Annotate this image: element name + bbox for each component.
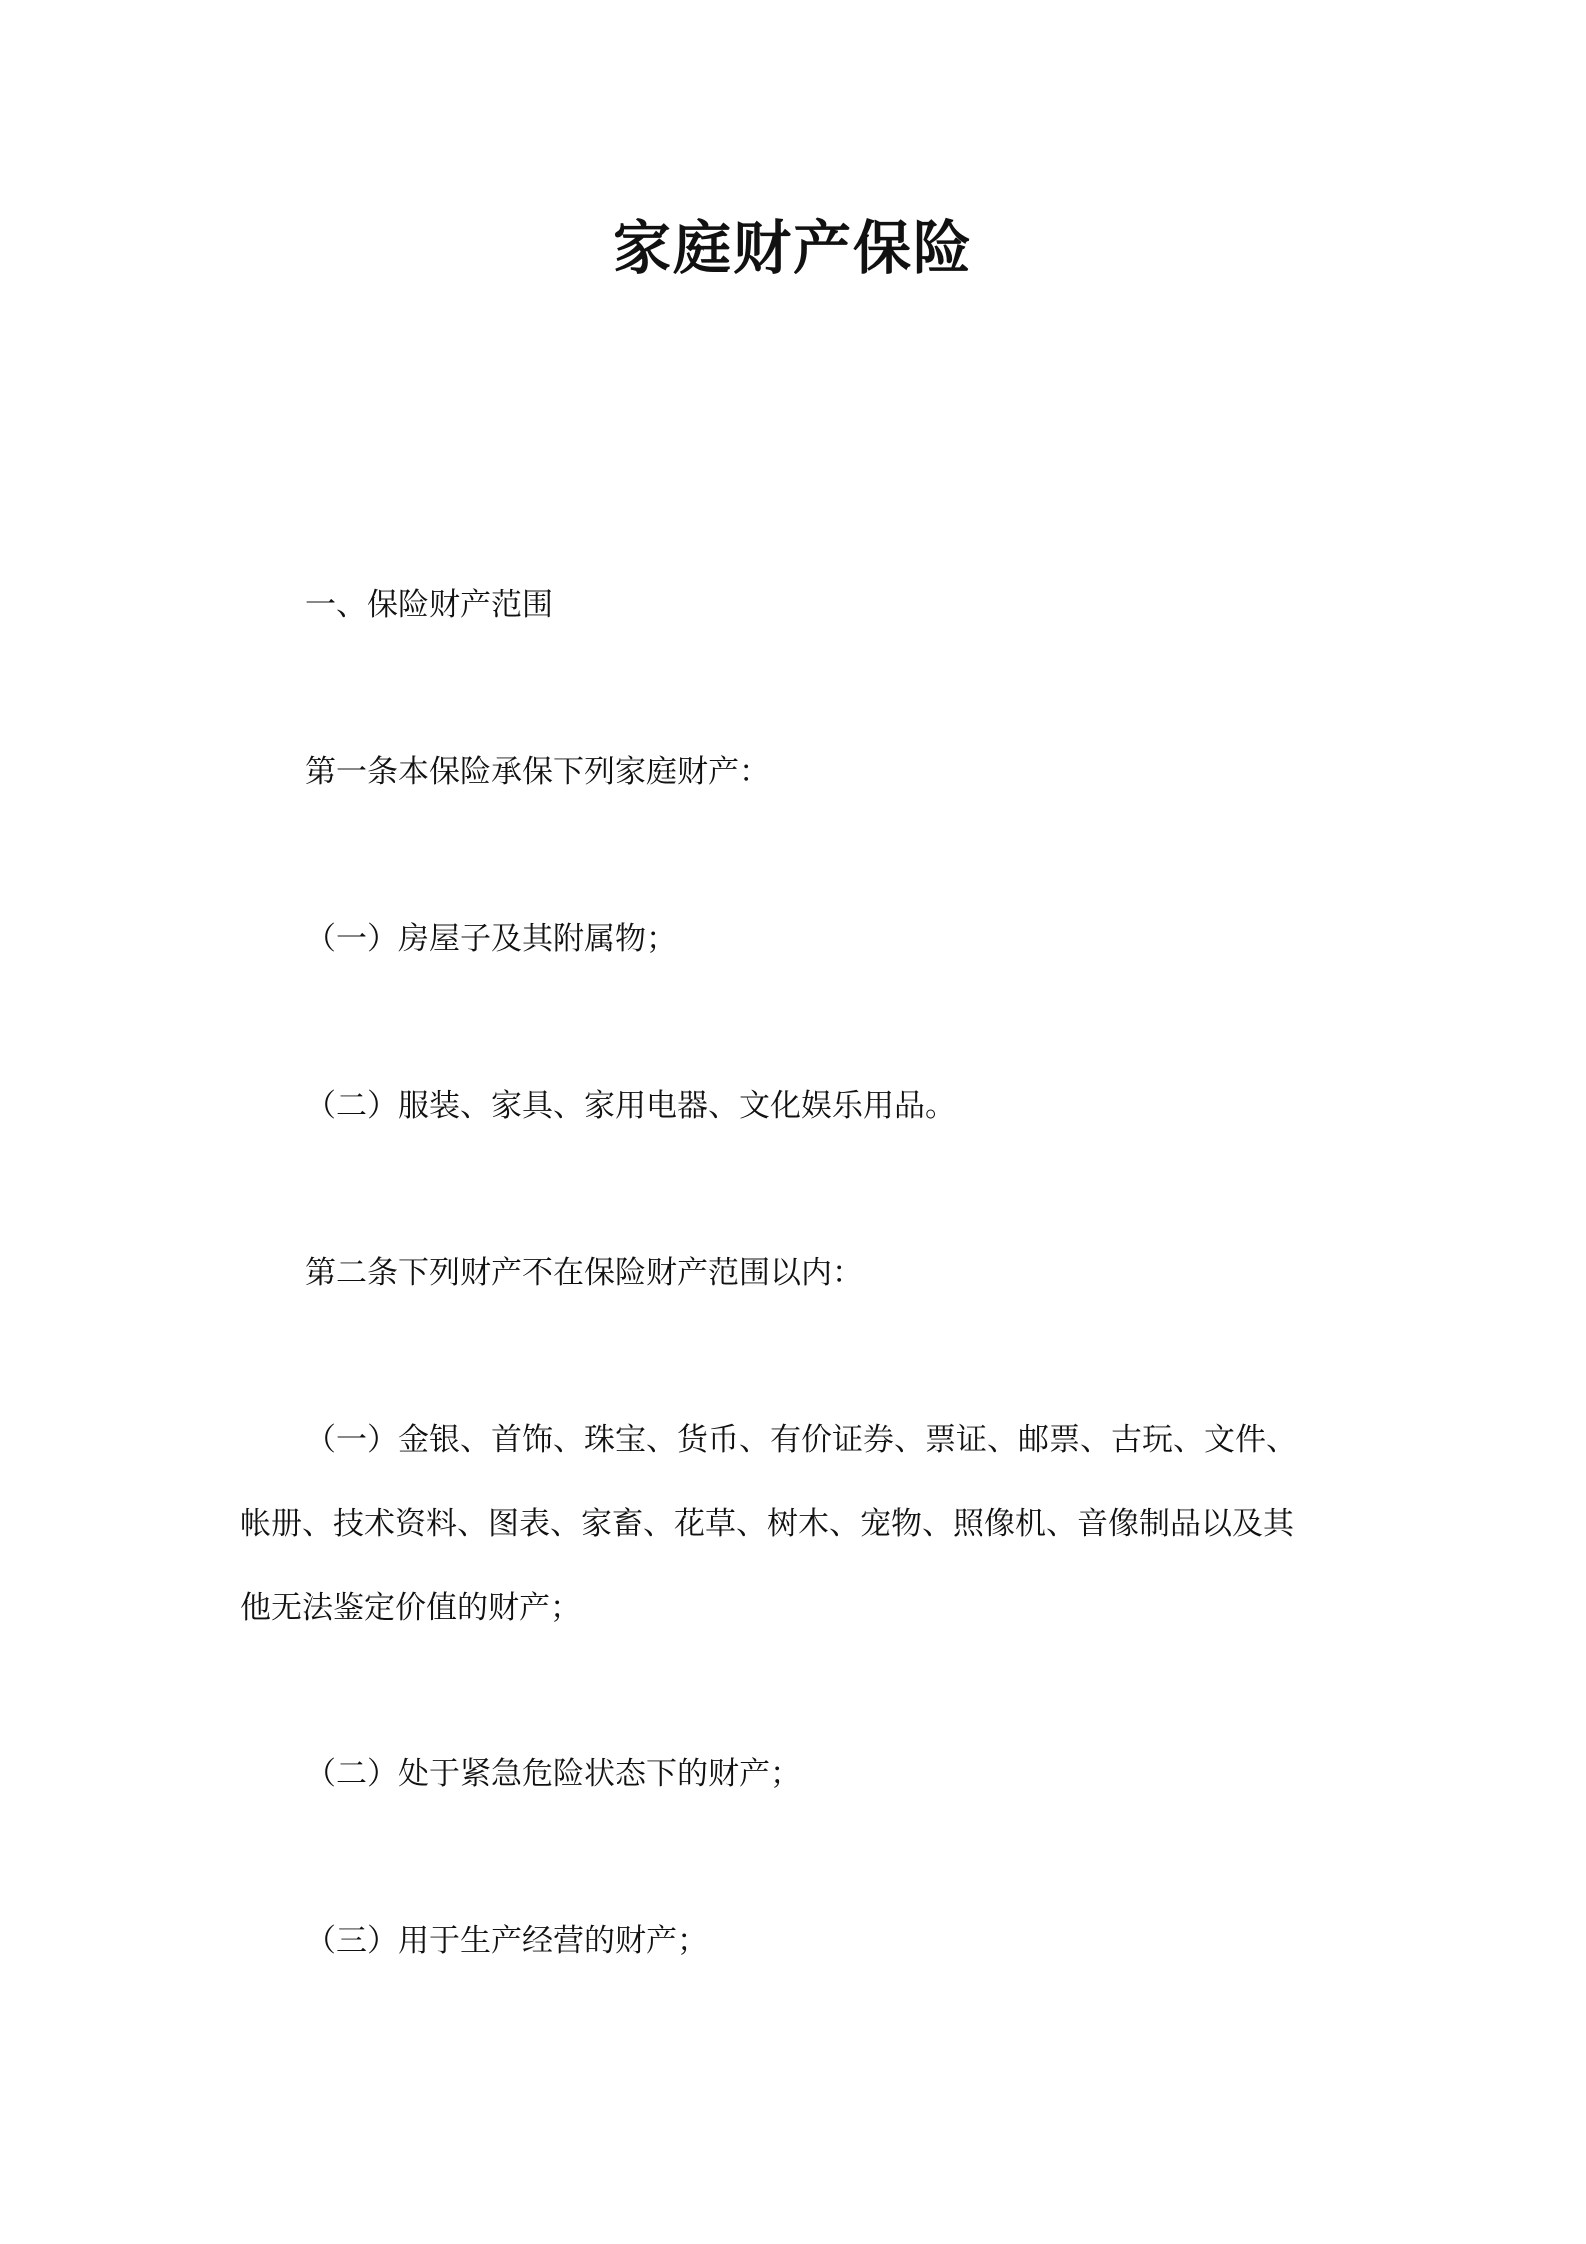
article-1-item-1: （一）房屋子及其附属物； <box>305 921 677 957</box>
article-2-item-1-line-2: 帐册、技术资料、图表、家畜、花草、树木、宠物、照像机、音像制品以及其 <box>240 1506 1294 1542</box>
section-heading: 一、保险财产范围 <box>305 587 553 623</box>
article-1-item-2: （二）服装、家具、家用电器、文化娱乐用品。 <box>305 1088 956 1124</box>
article-2-item-3: （三）用于生产经营的财产； <box>305 1923 708 1959</box>
article-2-heading: 第二条下列财产不在保险财产范围以内： <box>305 1255 863 1291</box>
article-2-item-2: （二）处于紧急危险状态下的财产； <box>305 1756 801 1792</box>
article-2-item-1-line-3: 他无法鉴定价值的财产； <box>240 1590 581 1626</box>
document-title: 家庭财产保险 <box>612 214 973 282</box>
article-2-item-1-line-1: （一）金银、首饰、珠宝、货币、有价证券、票证、邮票、古玩、文件、 <box>305 1422 1297 1458</box>
article-1-heading: 第一条本保险承保下列家庭财产： <box>305 754 770 790</box>
